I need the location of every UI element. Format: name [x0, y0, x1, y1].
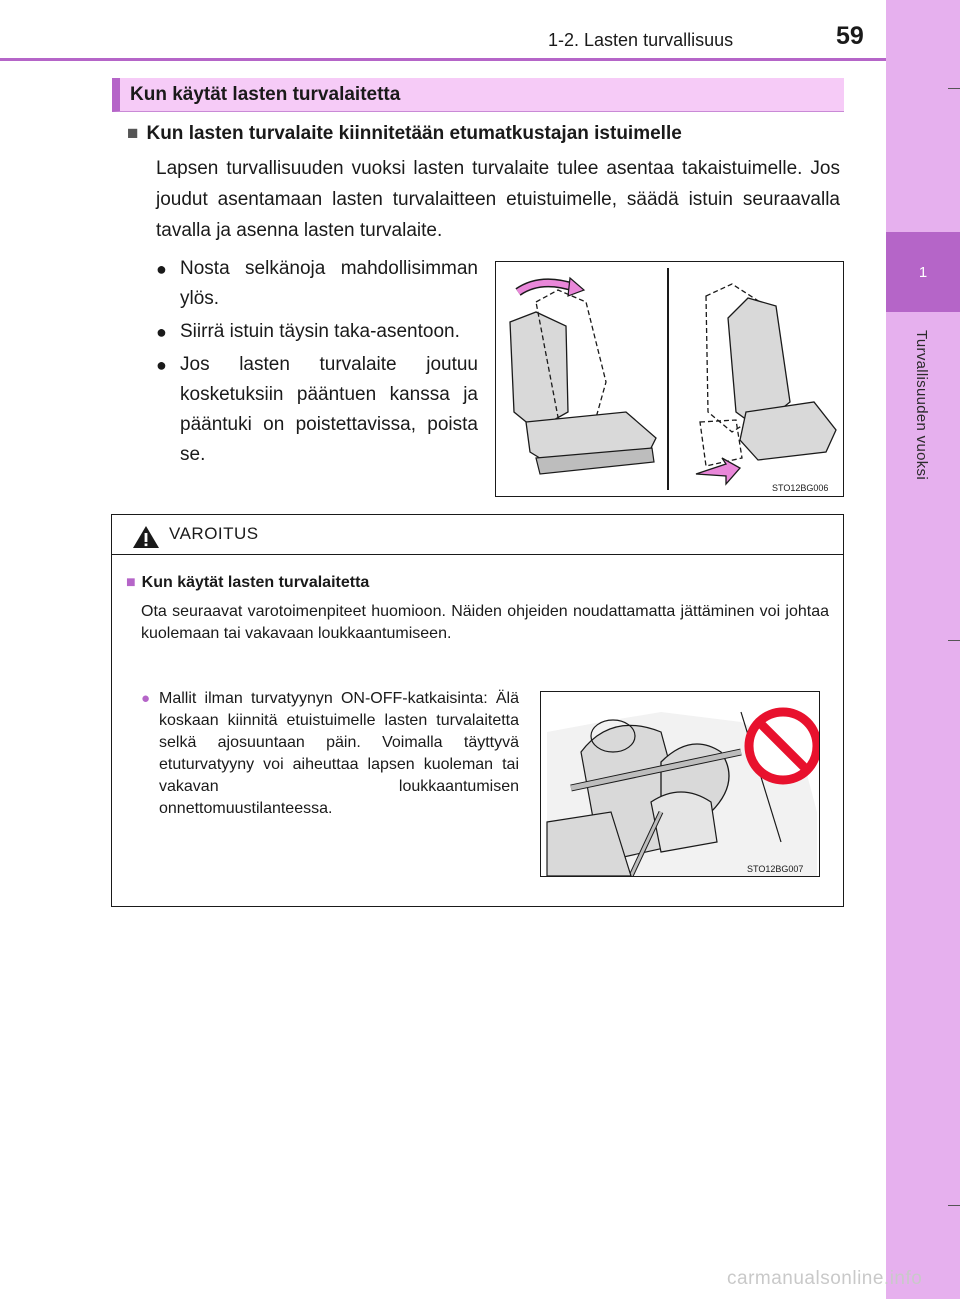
warning-header — [112, 515, 843, 555]
warning-subheading — [126, 574, 369, 592]
tab-tick-mark — [948, 1205, 960, 1206]
section-title: Kun käytät lasten turvalaitetta — [130, 84, 401, 105]
list-item: ● Nosta selkänoja mahdollisimman ylös. — [156, 254, 478, 314]
warning-list-item: ● Mallit ilman turvatyynyn ON-OFF-katkaisinta: Älä koskaan kiinnitä etuistuimelle lasten turvalaitetta selkä ajosuuntaan päin. Voimalla täyttyvä etuturvatyyny voi aiheuttaa lapsen kuoleman tai vakavan loukkaantumisen onnettomuustilanteessa. — [141, 690, 519, 817]
square-bullet-icon: ■ — [127, 123, 139, 144]
side-tab-strip — [886, 0, 960, 1299]
header-divider — [0, 58, 886, 61]
bullet-dot-icon: ● — [141, 690, 151, 707]
seat-adjustment-figure — [495, 261, 844, 497]
chapter-number: 1 — [918, 263, 928, 281]
section-title-bar — [112, 78, 844, 112]
warning-box — [111, 514, 844, 907]
warning-paragraph: Ota seuraavat varotoimenpiteet huomioon. Näiden ohjeiden noudattamatta jättäminen voi johtaa kuolemaan tai vakavaan loukkaantumiseen. — [141, 603, 829, 642]
warning-subheading-text: Kun käytät lasten turvalaitetta — [141, 574, 370, 591]
tab-tick-mark — [948, 640, 960, 641]
instruction-list — [156, 254, 478, 473]
bullet-dot-icon: ● — [156, 355, 167, 375]
bullet-dot-icon: ● — [156, 259, 167, 279]
rear-facing-seat-illustration-icon — [541, 692, 819, 876]
list-item: ● Jos lasten turvalaite joutuu kosketuksiin pääntuen kanssa ja pääntuki on poistettavissa, poista se. — [156, 350, 478, 470]
warning-triangle-icon — [132, 525, 160, 554]
figure-code: STO12BG007 — [747, 864, 804, 874]
figure-code: STO12BG006 — [772, 483, 829, 493]
tab-tick-mark — [948, 88, 960, 89]
square-bullet-icon: ■ — [126, 574, 136, 591]
chapter-label: Turvallisuuden vuoksi — [913, 330, 930, 480]
warning-title: VAROITUS — [169, 524, 259, 543]
seat-illustration-icon — [496, 262, 843, 496]
running-header-title: 1-2. Lasten turvallisuus — [548, 30, 734, 50]
airbag-warning-figure — [540, 691, 820, 877]
intro-paragraph: Lapsen turvallisuuden vuoksi lasten turvalaite tulee asentaa takaistuimelle. Jos joudut asentamaan lasten turvalaitteen etuistuimelle, säädä istuin seuraavalla tavalla ja asenna lasten turvalaite. — [156, 158, 840, 241]
subheading — [127, 123, 682, 145]
chapter-number-tab[interactable] — [886, 232, 960, 312]
list-item: ● Siirrä istuin täysin taka-asentoon. — [156, 317, 478, 347]
watermark[interactable]: carmanualsonline.info — [727, 1268, 923, 1289]
page-number: 59 — [836, 22, 864, 50]
subheading-text: Kun lasten turvalaite kiinnitetään etumatkustajan istuimelle — [146, 123, 682, 144]
bullet-dot-icon: ● — [156, 322, 167, 342]
